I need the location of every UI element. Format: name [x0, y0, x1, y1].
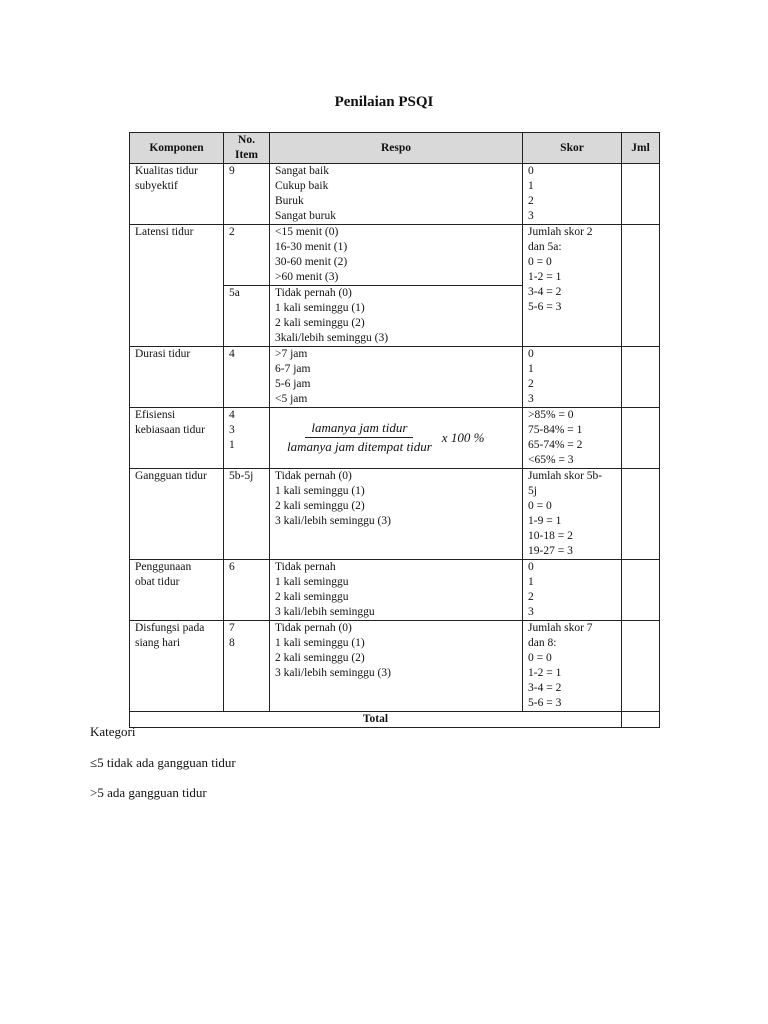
jml-cell	[622, 469, 660, 560]
jml-cell	[622, 621, 660, 712]
table-row	[130, 164, 660, 225]
skor-cell: >85% = 0 75-84% = 1 65-74% = 2 <65% = 3	[523, 408, 622, 469]
skor-cell: 0 1 2 3	[523, 164, 622, 225]
komponen-cell: Penggunaan obat tidur	[130, 560, 224, 621]
respo-cell: Sangat baik Cukup baik Buruk Sangat buruk	[270, 164, 523, 225]
total-jml-cell	[622, 712, 660, 728]
formula-multiplier: x 100 %	[441, 429, 485, 445]
total-row	[130, 712, 660, 728]
respo-cell: >7 jam 6-7 jam 5-6 jam <5 jam	[270, 347, 523, 408]
kategori-item: >5 ada gangguan tidur	[90, 785, 207, 800]
komponen-cell: Efisiensi kebiasaan tidur	[130, 408, 224, 469]
table-header-row	[130, 133, 660, 164]
komponen-cell: Gangguan tidur	[130, 469, 224, 560]
kategori-label: Kategori	[90, 724, 136, 739]
respo-cell: Tidak pernah (0) 1 kali seminggu (1) 2 kali seminggu (2) 3kali/lebih seminggu (3)	[270, 286, 523, 347]
table-row	[130, 347, 660, 408]
item-cell: 4	[224, 347, 270, 408]
komponen-cell: Durasi tidur	[130, 347, 224, 408]
komponen-cell: Kualitas tidur subyektif	[130, 164, 224, 225]
item-cell: 7 8	[224, 621, 270, 712]
table-row	[130, 225, 660, 286]
page-title: Penilaian PSQI	[334, 94, 434, 110]
jml-cell	[622, 347, 660, 408]
komponen-cell: Disfungsi pada siang hari	[130, 621, 224, 712]
respo-cell: <15 menit (0) 16-30 menit (1) 30-60 menit (2) >60 menit (3)	[270, 225, 523, 286]
item-cell: 5a	[224, 286, 270, 347]
item-cell: 5b-5j	[224, 469, 270, 560]
efficiency-formula	[275, 408, 517, 466]
jml-cell	[622, 408, 660, 469]
respo-cell: Tidak pernah (0) 1 kali seminggu (1) 2 kali seminggu (2) 3 kali/lebih seminggu (3)	[270, 469, 523, 560]
jml-cell	[622, 225, 660, 347]
kategori-item: ≤5 tidak ada gangguan tidur	[90, 755, 236, 770]
header-skor: Skor	[523, 133, 622, 164]
jml-cell	[622, 164, 660, 225]
header-jml: Jml	[622, 133, 660, 164]
table-row	[130, 469, 660, 560]
header-respo: Respo	[270, 133, 523, 164]
table-row	[130, 560, 660, 621]
formula-fraction	[281, 419, 438, 456]
table-row	[130, 408, 660, 469]
table-row	[130, 621, 660, 712]
item-cell: 9	[224, 164, 270, 225]
respo-cell: Tidak pernah 1 kali seminggu 2 kali seminggu 3 kali/lebih seminggu	[270, 560, 523, 621]
total-label: Total	[130, 712, 622, 728]
header-komponen: Komponen	[130, 133, 224, 164]
skor-cell: Jumlah skor 7 dan 8: 0 = 0 1-2 = 1 3-4 = 2 5-6 = 3	[523, 621, 622, 712]
formula-numerator: lamanya jam tidur	[305, 419, 413, 438]
header-no-item: No. Item	[224, 133, 270, 164]
item-cell: 4 3 1	[224, 408, 270, 469]
formula-denominator: lamanya jam ditempat tidur	[287, 438, 432, 454]
komponen-cell: Latensi tidur	[130, 225, 224, 347]
skor-cell: 0 1 2 3	[523, 347, 622, 408]
item-cell: 6	[224, 560, 270, 621]
skor-cell: Jumlah skor 2 dan 5a: 0 = 0 1-2 = 1 3-4 = 2 5-6 = 3	[523, 225, 622, 347]
skor-cell: Jumlah skor 5b- 5j 0 = 0 1-9 = 1 10-18 = 2 19-27 = 3	[523, 469, 622, 560]
item-cell: 2	[224, 225, 270, 286]
formula-cell	[270, 408, 523, 469]
psqi-table	[129, 132, 660, 728]
skor-cell: 0 1 2 3	[523, 560, 622, 621]
respo-cell: Tidak pernah (0) 1 kali seminggu (1) 2 kali seminggu (2) 3 kali/lebih seminggu (3)	[270, 621, 523, 712]
jml-cell	[622, 560, 660, 621]
